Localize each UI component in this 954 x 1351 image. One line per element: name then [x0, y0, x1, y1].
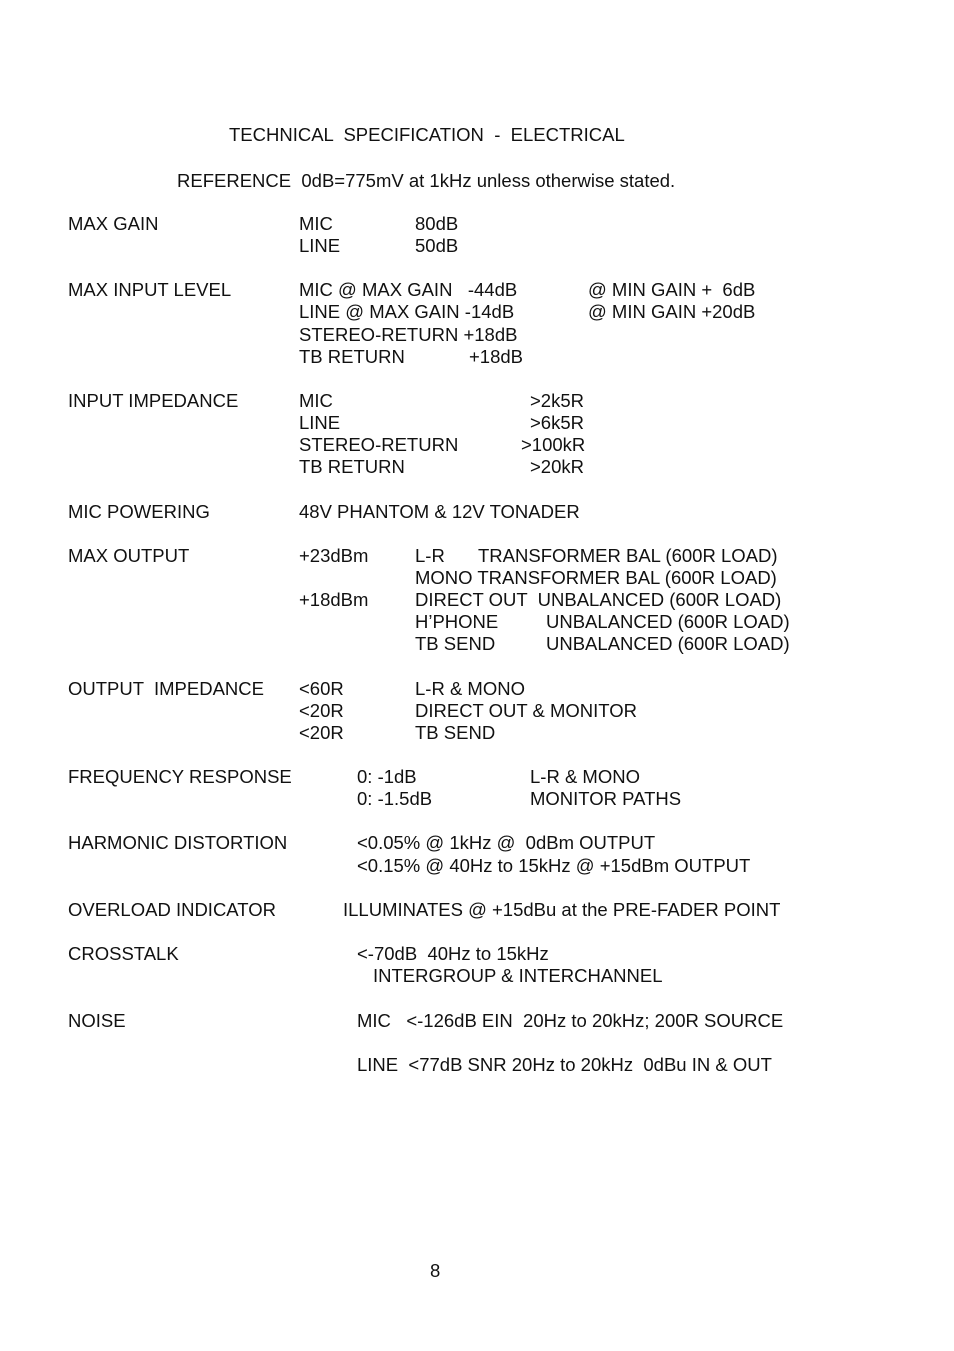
input-impedance-mic-value: >2k5R	[530, 390, 584, 411]
max-output-lr: L-R	[415, 545, 445, 566]
output-impedance-desc-3: TB SEND	[415, 722, 496, 743]
noise-label: NOISE	[68, 1010, 126, 1031]
input-impedance-stereo-return: STEREO-RETURN	[299, 434, 459, 455]
overload-indicator-value: ILLUMINATES @ +15dBu at the PRE-FADER POINT	[343, 899, 781, 920]
crosstalk-row-2: INTERGROUP & INTERCHANNEL	[373, 965, 663, 986]
max-output-tb-send-desc: UNBALANCED (600R LOAD)	[546, 633, 790, 654]
output-impedance-desc-2: DIRECT OUT & MONITOR	[415, 700, 638, 721]
max-gain-line: LINE	[299, 235, 341, 256]
max-gain-line-value: 50dB	[415, 235, 459, 256]
frequency-response-desc-2: MONITOR PATHS	[530, 788, 682, 809]
input-impedance-mic: MIC	[299, 390, 333, 411]
output-impedance-value-3: <20R	[299, 722, 344, 743]
input-impedance-line: LINE	[299, 412, 341, 433]
output-impedance-value-1: <60R	[299, 678, 344, 699]
harmonic-distortion-row-2: <0.15% @ 40Hz to 15kHz @ +15dBm OUTPUT	[357, 855, 751, 876]
frequency-response-value-1: 0: -1dB	[357, 766, 417, 787]
input-impedance-tb-return-value: >20kR	[530, 456, 584, 477]
overload-indicator-label: OVERLOAD INDICATOR	[68, 899, 276, 920]
frequency-response-label: FREQUENCY RESPONSE	[68, 766, 292, 787]
max-output-direct-out: DIRECT OUT UNBALANCED (600R LOAD)	[415, 589, 782, 610]
max-input-tb-return: TB RETURN	[299, 346, 405, 367]
max-gain-label: MAX GAIN	[68, 213, 159, 234]
noise-line: LINE <77dB SNR 20Hz to 20kHz 0dBu IN & OUT	[357, 1054, 772, 1075]
max-output-mono: MONO TRANSFORMER BAL (600R LOAD)	[415, 567, 777, 588]
max-input-stereo-return: STEREO-RETURN +18dB	[299, 324, 518, 345]
input-impedance-line-value: >6k5R	[530, 412, 584, 433]
output-impedance-value-2: <20R	[299, 700, 344, 721]
harmonic-distortion-label: HARMONIC DISTORTION	[68, 832, 288, 853]
crosstalk-label: CROSSTALK	[68, 943, 179, 964]
max-output-tb-send: TB SEND	[415, 633, 496, 654]
max-output-level-18: +18dBm	[299, 589, 369, 610]
max-gain-mic-value: 80dB	[415, 213, 459, 234]
output-impedance-label: OUTPUT IMPEDANCE	[68, 678, 264, 699]
max-output-lr-desc: TRANSFORMER BAL (600R LOAD)	[478, 545, 778, 566]
frequency-response-value-2: 0: -1.5dB	[357, 788, 433, 809]
frequency-response-desc-1: L-R & MONO	[530, 766, 640, 787]
input-impedance-label: INPUT IMPEDANCE	[68, 390, 239, 411]
noise-mic: MIC <-126dB EIN 20Hz to 20kHz; 200R SOURCE	[357, 1010, 784, 1031]
max-input-line-min: @ MIN GAIN +20dB	[588, 301, 756, 322]
max-input-line: LINE @ MAX GAIN -14dB	[299, 301, 515, 322]
max-output-label: MAX OUTPUT	[68, 545, 190, 566]
page-title: TECHNICAL SPECIFICATION - ELECTRICAL	[229, 124, 625, 145]
max-output-headphone-desc: UNBALANCED (600R LOAD)	[546, 611, 790, 632]
max-gain-mic: MIC	[299, 213, 333, 234]
mic-powering-label: MIC POWERING	[68, 501, 210, 522]
output-impedance-desc-1: L-R & MONO	[415, 678, 525, 699]
max-input-level-label: MAX INPUT LEVEL	[68, 279, 232, 300]
max-input-tb-return-value: +18dB	[469, 346, 524, 367]
max-output-headphone: H’PHONE	[415, 611, 499, 632]
max-input-mic-min: @ MIN GAIN + 6dB	[588, 279, 756, 300]
input-impedance-stereo-return-value: >100kR	[521, 434, 586, 455]
max-output-level-23: +23dBm	[299, 545, 369, 566]
harmonic-distortion-row-1: <0.05% @ 1kHz @ 0dBm OUTPUT	[357, 832, 656, 853]
input-impedance-tb-return: TB RETURN	[299, 456, 405, 477]
mic-powering-value: 48V PHANTOM & 12V TONADER	[299, 501, 580, 522]
crosstalk-row-1: <-70dB 40Hz to 15kHz	[357, 943, 549, 964]
reference-note: REFERENCE 0dB=775mV at 1kHz unless otherwise stated.	[177, 170, 676, 191]
max-input-mic: MIC @ MAX GAIN -44dB	[299, 279, 518, 300]
page-number: 8	[430, 1260, 441, 1281]
